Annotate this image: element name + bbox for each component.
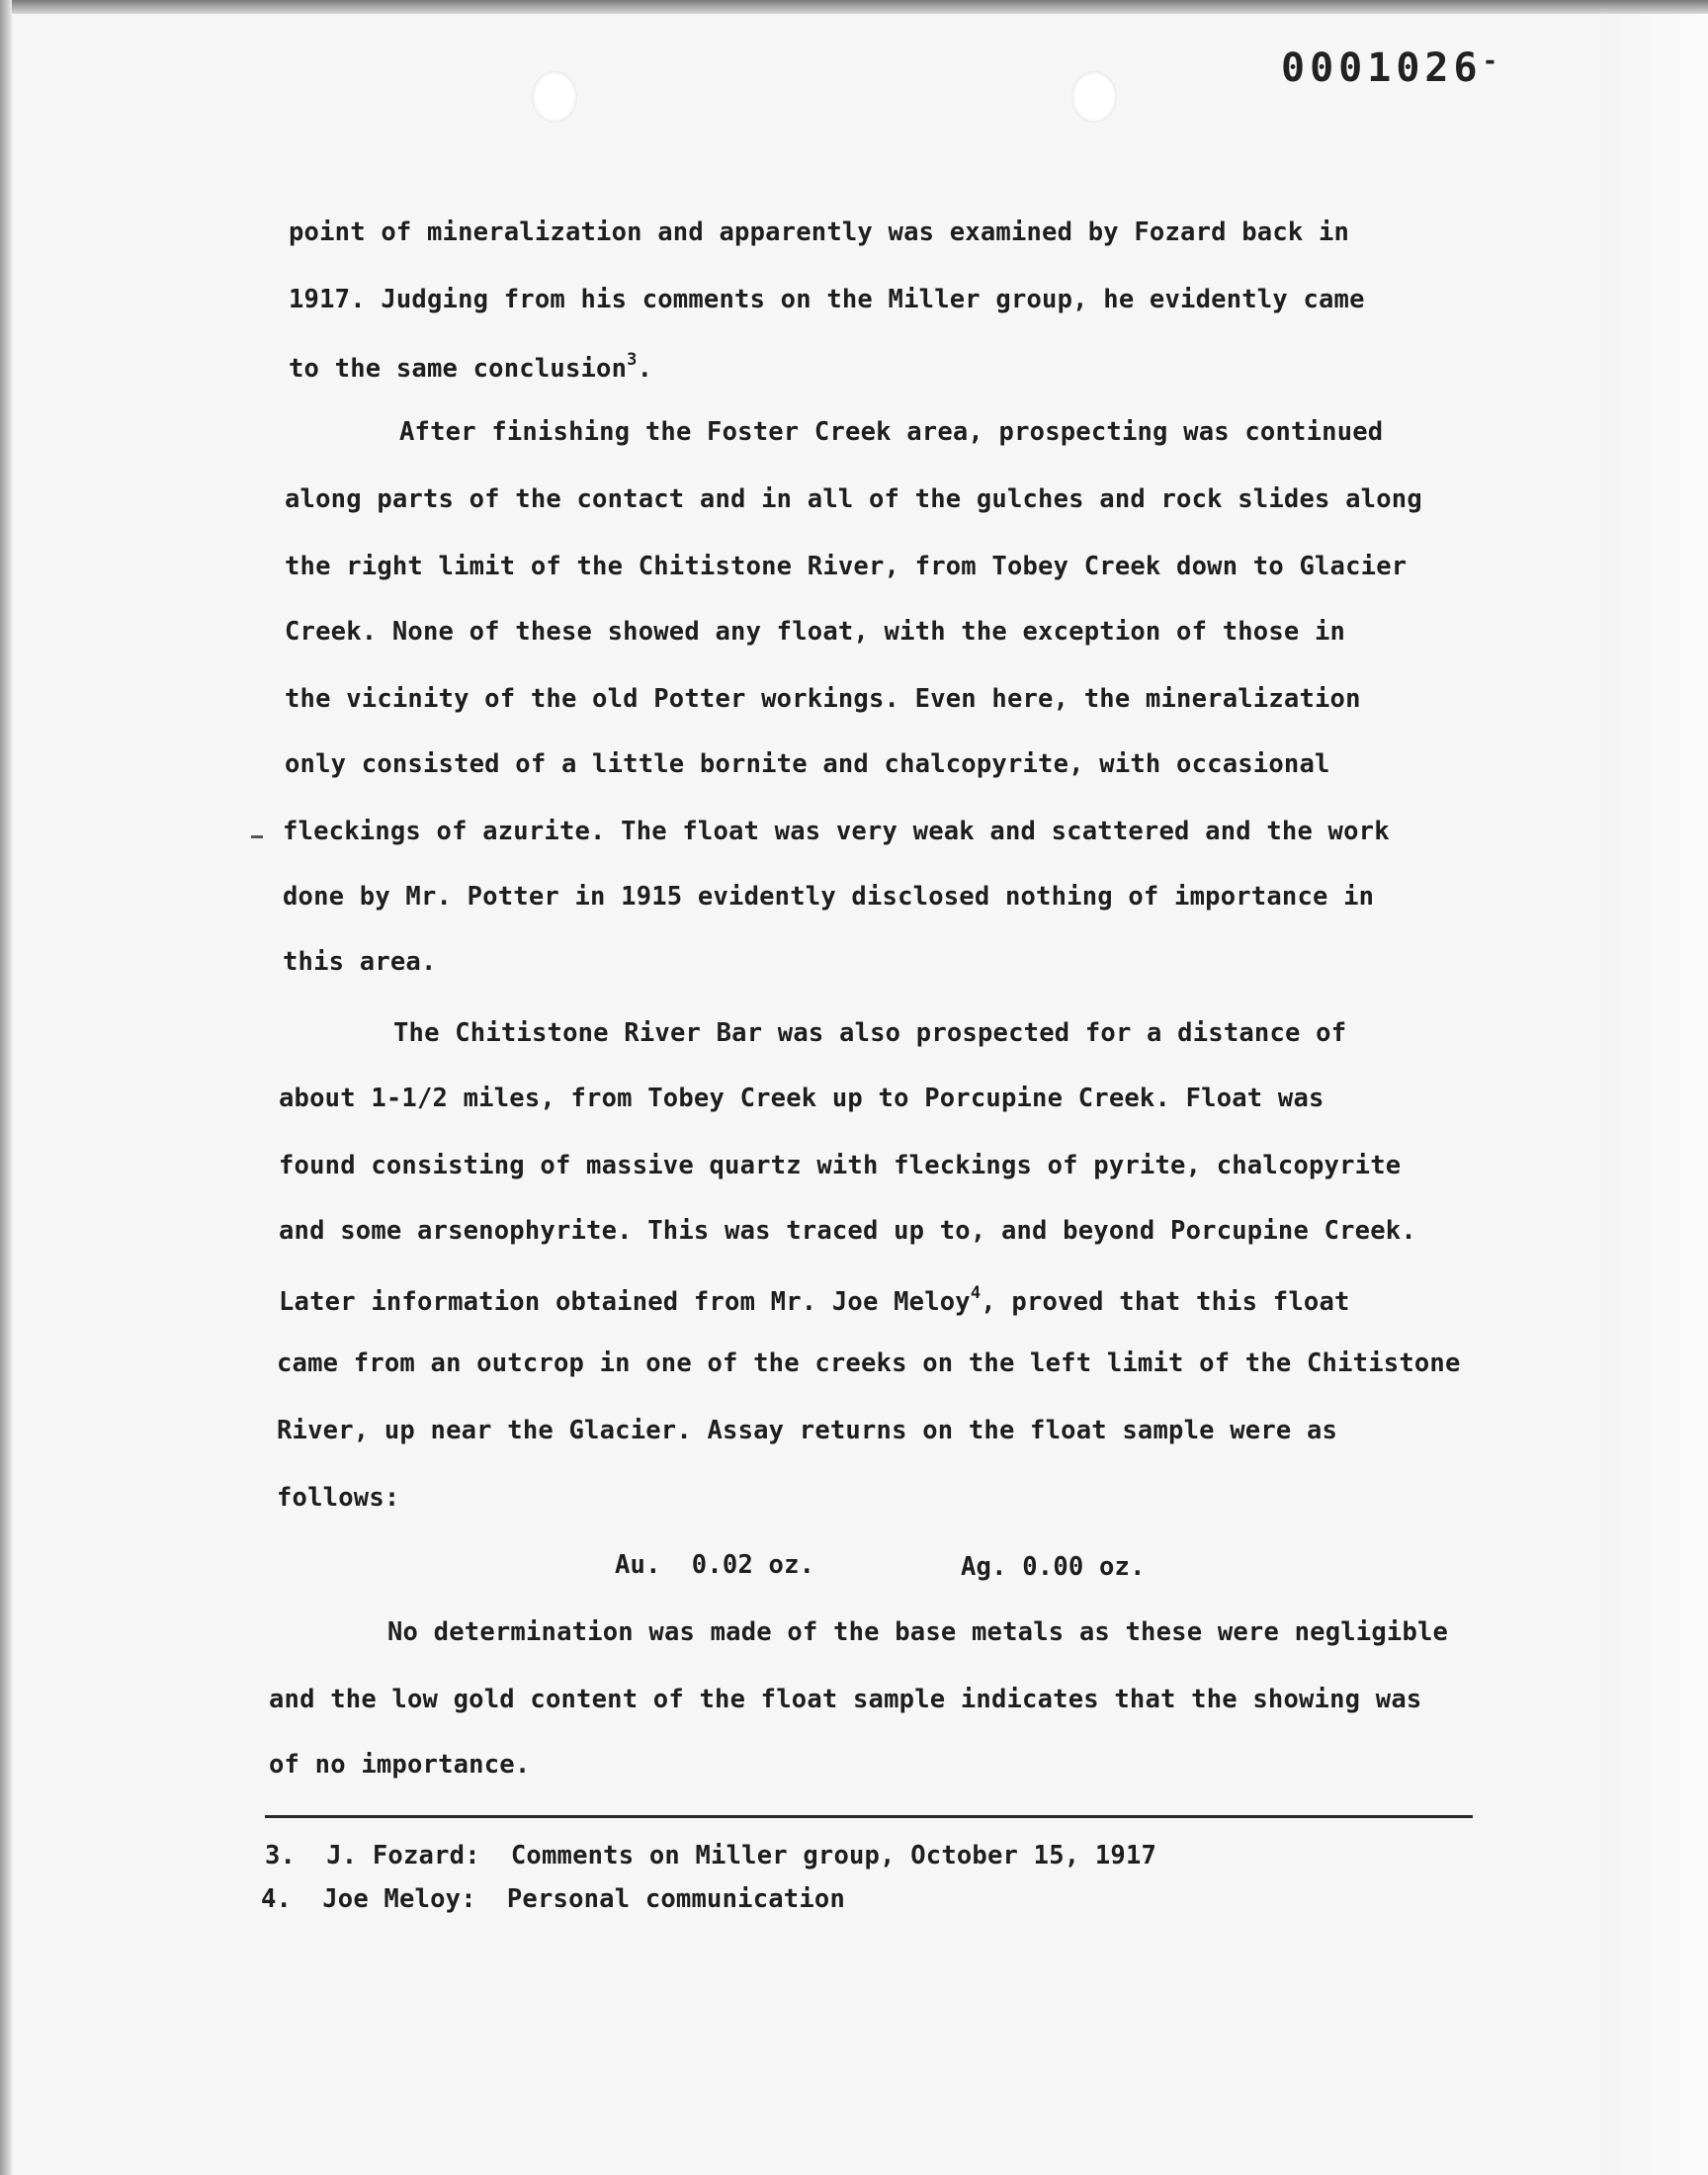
body-line: only consisted of a little bornite and chalcopyrite, with occasional — [285, 749, 1330, 779]
body-line — [289, 350, 652, 384]
scan-right-margin — [1599, 14, 1708, 2175]
assay-gold — [615, 1550, 814, 1580]
body-text: . — [637, 354, 653, 384]
body-line — [279, 1283, 1350, 1317]
body-line: Creek. None of these showed any float, with the exception of those in — [285, 617, 1346, 647]
page-number-main: 0001026 — [1281, 45, 1483, 91]
body-line: along parts of the contact and in all of the gulches and rock slides along — [285, 484, 1422, 514]
margin-mark — [251, 835, 263, 838]
body-line: follows: — [277, 1483, 400, 1513]
body-text: to the same conclusion — [289, 354, 628, 384]
body-line: the vicinity of the old Potter workings. Even here, the mineralization — [285, 684, 1361, 714]
punch-hole-left — [532, 71, 577, 123]
body-line: After finishing the Foster Creek area, prospecting was continued — [399, 417, 1384, 447]
body-line: done by Mr. Potter in 1915 evidently disclosed nothing of importance in — [283, 882, 1375, 912]
scan-left-edge — [0, 0, 12, 2175]
body-line: and some arsenophyrite. This was traced up to, and beyond Porcupine Creek. — [279, 1216, 1416, 1246]
page-number-suffix: - — [1482, 46, 1499, 76]
footnote-4 — [261, 1884, 845, 1914]
footnote-3 — [265, 1841, 1156, 1870]
footnote-divider — [265, 1815, 1473, 1818]
page-number — [1281, 45, 1498, 91]
assay-ag-label: Ag. — [961, 1552, 1007, 1582]
footnote-number: 3. — [265, 1841, 297, 1870]
footnote-author: Joe Meloy: — [322, 1884, 476, 1914]
footnote-number: 4. — [261, 1884, 293, 1914]
assay-au-value: 0.02 oz. — [691, 1550, 815, 1580]
footnote-text: Personal communication — [506, 1884, 846, 1914]
body-line: of no importance. — [269, 1750, 531, 1780]
body-line: the right limit of the Chitistone River, from Tobey Creek down to Glacier — [285, 552, 1408, 581]
body-line: found consisting of massive quartz with fleckings of pyrite, chalcopyrite — [279, 1151, 1402, 1180]
body-line: River, up near the Glacier. Assay returns on the float sample were as — [277, 1416, 1338, 1445]
punch-hole-right — [1071, 71, 1117, 123]
body-line: No determination was made of the base metals as these were negligible — [387, 1617, 1449, 1647]
body-text: Later information obtained from Mr. Joe Meloy — [279, 1287, 971, 1317]
footnote-author: J. Fozard: — [326, 1841, 480, 1870]
assay-silver — [961, 1552, 1146, 1582]
body-line: fleckings of azurite. The float was very weak and scattered and the work — [283, 817, 1390, 846]
body-line: this area. — [283, 947, 437, 977]
body-line: 1917. Judging from his comments on the Miller group, he evidently came — [289, 285, 1365, 314]
body-line: point of mineralization and apparently was examined by Fozard back in — [289, 218, 1350, 247]
assay-au-label: Au. — [615, 1550, 661, 1580]
body-line: and the low gold content of the float sample indicates that the showing was — [269, 1685, 1422, 1714]
body-line: The Chitistone River Bar was also prospected for a distance of — [393, 1018, 1347, 1048]
footnote-text: Comments on Miller group, October 15, 1917 — [510, 1841, 1157, 1870]
footnote-ref-3: 3 — [627, 350, 638, 370]
body-line: came from an outcrop in one of the creeks on the left limit of the Chitistone — [277, 1348, 1461, 1378]
body-line: about 1-1/2 miles, from Tobey Creek up to Porcupine Creek. Float was — [279, 1084, 1324, 1113]
body-text: , proved that this float — [981, 1287, 1350, 1317]
assay-ag-value: 0.00 oz. — [1022, 1552, 1146, 1582]
footnote-ref-4: 4 — [970, 1283, 982, 1303]
scan-top-edge — [0, 0, 1708, 14]
